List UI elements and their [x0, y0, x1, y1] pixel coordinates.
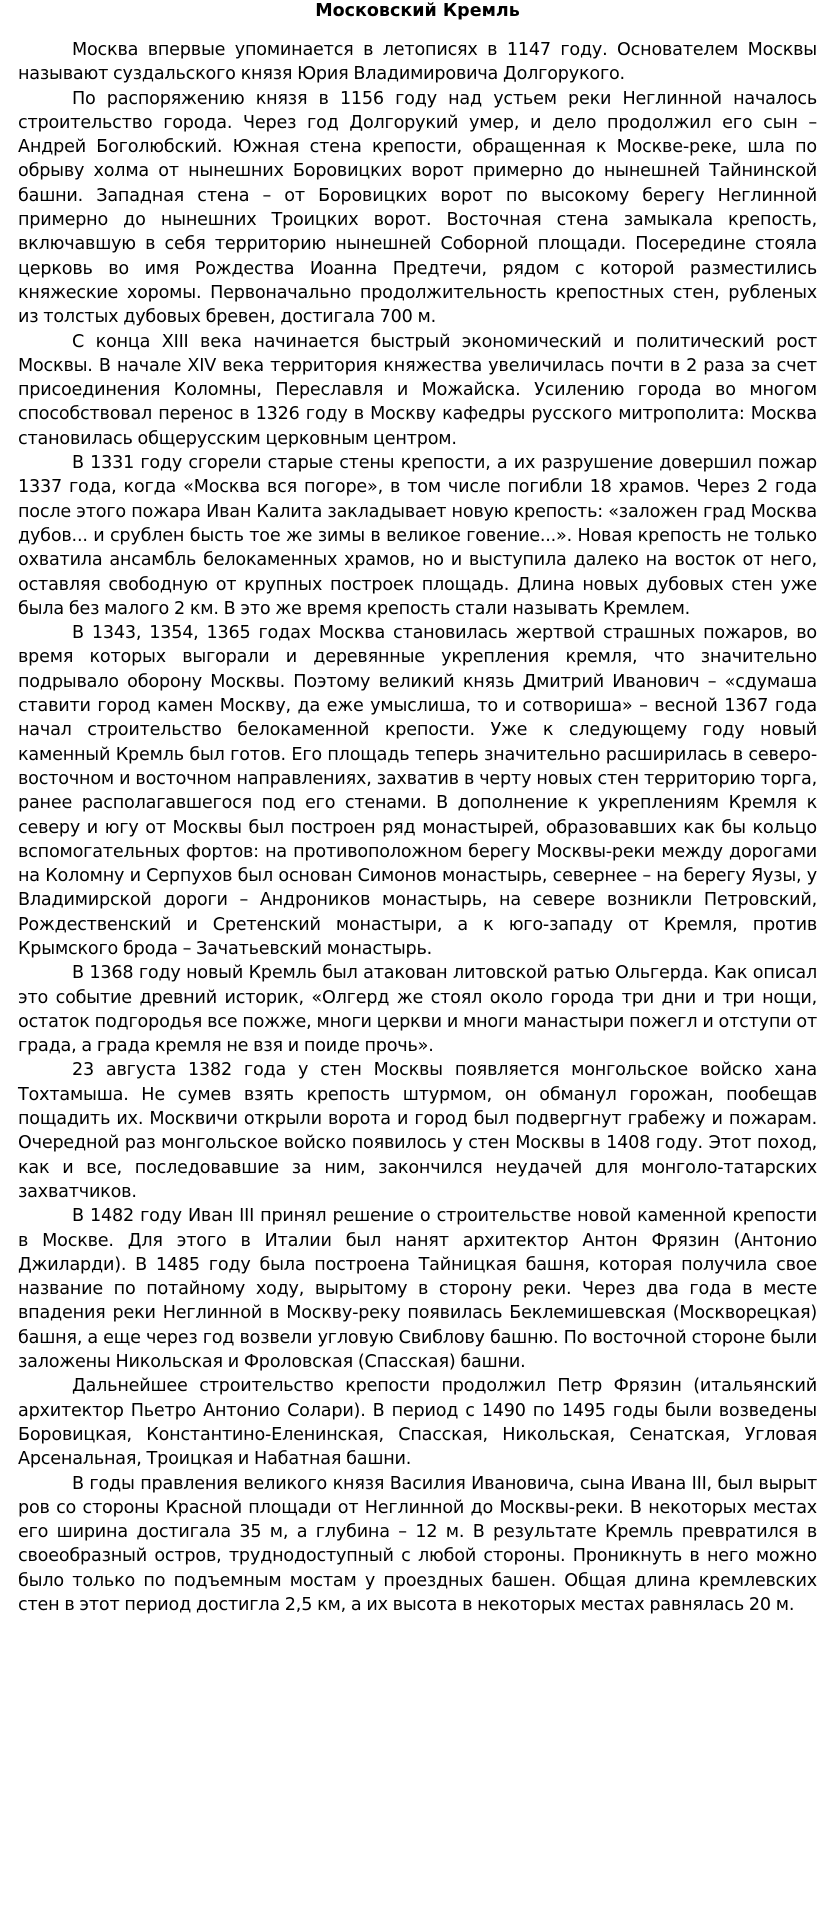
paragraph-2: По распоряжению князя в 1156 году над устьем реки Неглинной началось строительство города. Через год Долгорукий умер, и дело продолжил его сын – Андрей Боголюбский. Южная стена крепости, обращенная к Москве-реке, шла по обрыву холма от нынешних Боровицких ворот примерно до нынешней Тайнинской башни. Западная стена – от Боровицких ворот по высокому берегу Неглинной примерно до нынешних Троицких ворот. Восточная стена замыкала крепость, включавшую в себя территорию нынешней Соборной площади. Посередине стояла церковь во имя Рождества Иоанна Предтечи, рядом с которой разместились княжеские хоромы. Первоначально продолжительность крепостных стен, рубленых из толстых дубовых бревен, достигала 700 м.	[18, 88, 817, 328]
paragraph-8: В 1482 году Иван III принял решение о строительстве новой каменной крепости в Москве. Для этого в Италии был нанят архитектор Антон Фрязин (Антонио Джиларди). В 1485 году была построена Тайницкая башня, которая получила свое название по потайному ходу, вырытому в сторону реки. Через два года в месте впадения реки Неглинной в Москву-реку появилась Беклемишевская (Москворецкая) башня, а еще через год возвели угловую Свиблову башню. По восточной стороне были заложены Никольская и Фроловская (Спасская) башни.	[18, 1206, 817, 1373]
document-page	[18, 0, 817, 1617]
paragraph-9: Дальнейшее строительство крепости продолжил Петр Фрязин (итальянский архитектор Пьетро Антонио Солари). В период с 1490 по 1495 годы были возведены Боровицкая, Константино-Еленинская, Спасская, Никольская, Сенатская, Угловая Арсенальная, Троицкая и Набатная башни.	[18, 1376, 817, 1470]
document-title: Московский Кремль	[315, 1, 520, 21]
paragraph-10: В годы правления великого князя Василия Ивановича, сына Ивана III, был вырыт ров со стороны Красной площади от Неглинной до Москвы-реки. В некоторых местах его ширина достигала 35 м, а глубина – 12 м. В результате Кремль превратился в своеобразный остров, труднодоступный с любой стороны. Проникнуть в него можно было только по подъемным мостам у проездных башен. Общая длина кремлевских стен в этот период достигла 2,5 км, а их высота в некоторых местах равнялась 20 м.	[18, 1473, 817, 1615]
paragraph-7: 23 августа 1382 года у стен Москвы появляется монгольское войско хана Тохтамыша. Не сумев взять крепость штурмом, он обманул горожан, пообещав пощадить их. Москвичи открыли ворота и город был подвергнут грабежу и пожарам. Очередной раз монгольское войско появилось у стен Москвы в 1408 году. Этот поход, как и все, последовавшие за ним, закончился неудачей для монголо-татарских захватчиков.	[18, 1060, 817, 1202]
paragraph-6: В 1368 году новый Кремль был атакован литовской ратью Ольгерда. Как описал это событие древний историк, «Олгерд же стоял около города три дни и три нощи, остаток подгородья все пожже, многи церкви и многи манастыри пожегл и отступи от града, а града кремля не взя и поиде прочь».	[18, 963, 817, 1057]
paragraph-5: В 1343, 1354, 1365 годах Москва становилась жертвой страшных пожаров, во время которых выгорали и деревянные укрепления кремля, что значительно подрывало оборону Москвы. Поэтому великий князь Дмитрий Иванович – «сдумаша ставити город камен Москву, да еже умыслиша, то и сотвориша» – весной 1367 года начал строительство белокаменной крепости. Уже к следующему году новый каменный Кремль был готов. Его площадь теперь значительно расширилась в северо-восточном и восточном направлениях, захватив в черту новых стен территорию торга, ранее располагавшегося под его стенами. В дополнение к укреплениям Кремля к северу и югу от Москвы был построен ряд монастырей, образовавших как бы кольцо вспомогательных фортов: на противоположном берегу Москвы-реки между дорогами на Коломну и Серпухов был основан Симонов монастырь, севернее – на берегу Яузы, у Владимирской дороги – Андроников монастырь, на севере возникли Петровский, Рождественский и Сретенский монастыри, а к юго-западу от Кремля, против Крымского брода – Зачатьевский монастырь.	[18, 623, 817, 959]
paragraph-4: В 1331 году сгорели старые стены крепости, а их разрушение довершил пожар 1337 года, когда «Москва вся погоре», в том числе погибли 18 храмов. Через 2 года после этого пожара Иван Калита закладывает новую крепость: «заложен град Москва дубов... и срублен бысть тое же зимы в великое говение...». Новая крепость не только охватила ансамбль белокаменных храмов, но и выступила далеко на восток от него, оставляя свободную от крупных построек площадь. Длина новых дубовых стен уже была без малого 2 км. В это же время крепость стали называть Кремлем.	[18, 453, 817, 619]
paragraph-1: Москва впервые упоминается в летописях в 1147 году. Основателем Москвы называют суздальского князя Юрия Владимировича Долгорукого.	[18, 40, 817, 85]
paragraph-3: С конца XIII века начинается быстрый экономический и политический рост Москвы. В начале XIV века территория княжества увеличилась почти в 2 раза за счет присоединения Коломны, Переславля и Можайска. Усилению города во многом способствовал перенос в 1326 году в Москву кафедры русского митрополита: Москва становилась общерусским церковным центром.	[18, 331, 817, 449]
